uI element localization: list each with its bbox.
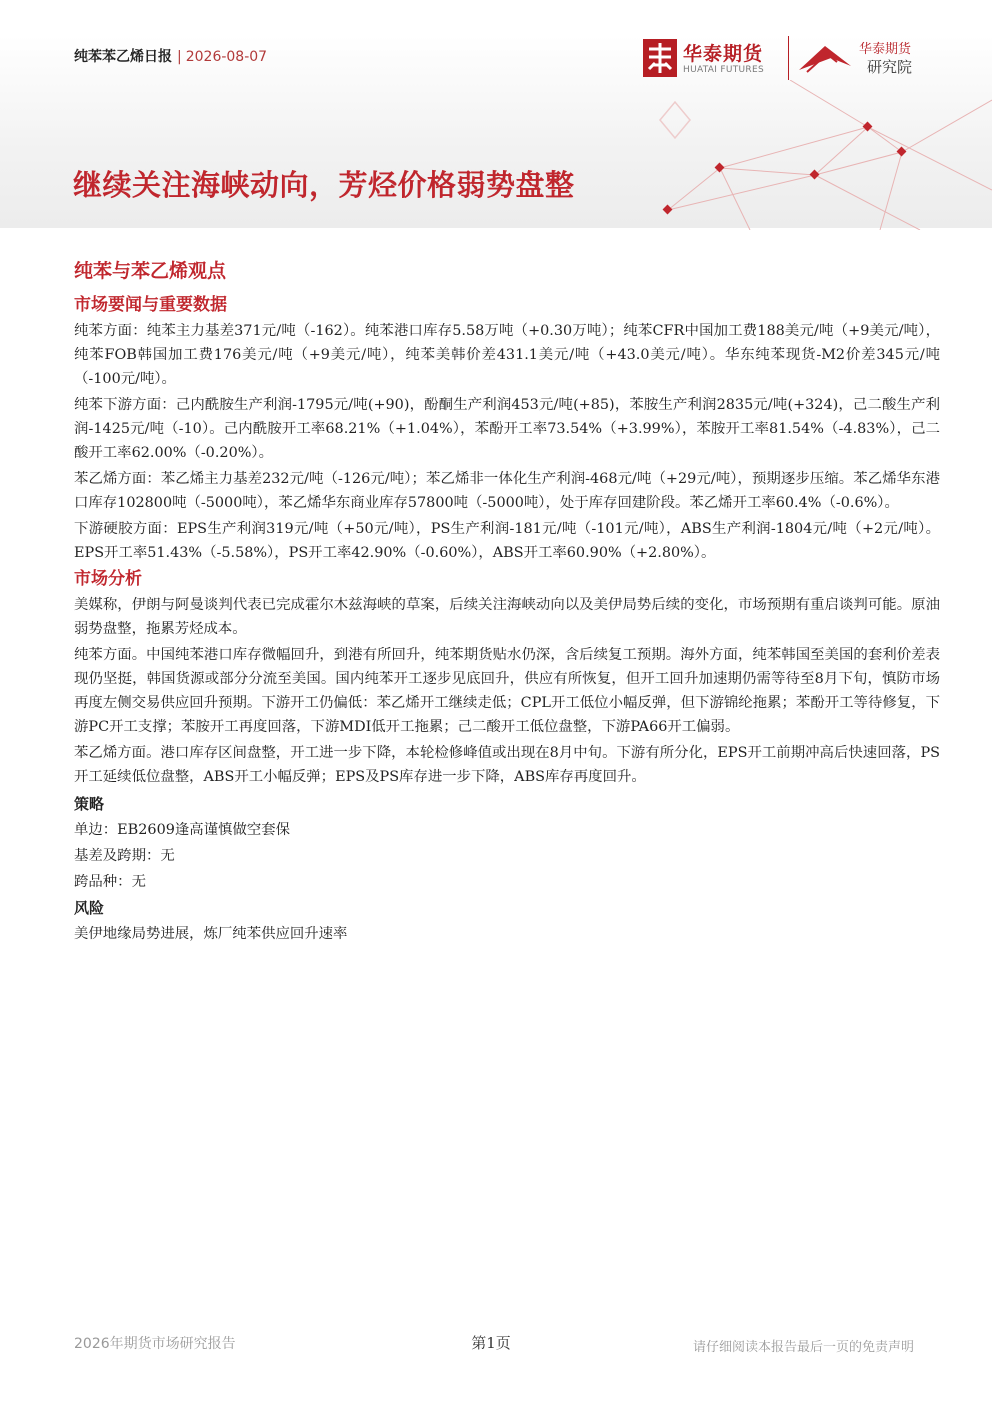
news-paragraph: 纯苯方面：纯苯主力基差371元/吨（-162）。纯苯港口库存5.58万吨（+0.30万吨）；纯苯CFR中国加工费188美元/吨（+9美元/吨），纯苯FOB韩国加工费176美元/吨（+9美元/吨），纯苯美韩价差431.1美元/吨（+43.0美元/吨）。华东纯苯现货-M2价差345元/吨（-100元/吨）。	[74, 323, 940, 387]
institute-bottom-text: 研究院	[867, 58, 913, 76]
institute-top-text: 华泰期货	[859, 42, 912, 57]
section-title: 纯苯与苯乙烯观点	[74, 260, 227, 282]
analysis-paragraph: 美媒称，伊朗与阿曼谈判代表已完成霍尔木兹海峡的草案，后续关注海峡动向以及美伊局势后续的变化，市场预期有重启谈判可能。原油弱势盘整，拖累芳烃成本。	[74, 597, 940, 637]
news-paragraph: 下游硬胶方面：EPS生产利润319元/吨（+50元/吨），PS生产利润-181元/吨（-101元/吨），ABS生产利润-1804元/吨（+2元/吨）。EPS开工率51.43%（-5.58%），PS开工率42.90%（-0.60%），ABS开工率60.90%（+2.80%）。	[74, 521, 940, 561]
analysis-paragraph: 苯乙烯方面。港口库存区间盘整，开工进一步下降，本轮检修峰值或出现在8月中旬。下游有所分化，EPS开工前期冲高后快速回落，PS开工延续低位盘整，ABS开工小幅反弹；EPS及PS库存进一步下降，ABS库存再度回升。	[74, 745, 940, 785]
risk-text: 美伊地缘局势进展，炼厂纯苯供应回升速率	[74, 926, 348, 942]
report-name: 纯苯苯乙烯日报	[74, 49, 172, 65]
news-paragraph: 苯乙烯方面：苯乙烯主力基差232元/吨（-126元/吨）；苯乙烯非一体化生产利润-468元/吨（+29元/吨），预期逐步压缩。苯乙烯华东港口库存102800吨（-5000吨），苯乙烯华东商业库存57800吨（-5000吨），处于库存回建阶段。苯乙烯开工率60.4%（-0.6%）。	[74, 471, 940, 511]
research-institute-logo	[797, 38, 927, 78]
huatai-logo-mark-icon	[643, 39, 677, 77]
footer-report-label: 2026年期货市场研究报告	[74, 1336, 236, 1352]
report-date: 2026-08-07	[185, 49, 268, 65]
network-graphic-decoration	[600, 80, 992, 230]
page-number: 第1页	[471, 1334, 511, 1352]
report-title	[74, 46, 267, 66]
analysis-paragraph: 纯苯方面。中国纯苯港口库存微幅回升，到港有所回升，纯苯期货贴水仍深，含后续复工预期。海外方面，纯苯韩国至美国的套利价差表现仍坚挺，韩国货源或部分分流至美国。国内纯苯开工逐步见底回升，供应有所恢复，但开工回升加速期仍需等待至8月下旬，慎防市场再度左侧交易供应回升预期。下游开工仍偏低：苯乙烯开工继续走低；CPL开工低位小幅反弹，但下游锦纶拖累；苯酚开工等待修复，下游PC开工支撑；苯胺开工再度回落，下游MDI低开工拖累；己二酸开工低位盘整，下游PA66开工偏弱。	[74, 647, 940, 735]
analysis-heading: 市场分析	[74, 569, 142, 589]
logo-cn-text: 华泰期货	[683, 43, 764, 65]
strategy-line: 基差及跨期：无	[74, 848, 175, 864]
research-institute-mark-icon	[797, 40, 853, 76]
strategy-heading: 策略	[74, 795, 105, 813]
risk-heading: 风险	[74, 899, 105, 917]
footer-disclaimer-note: 请仔细阅读本报告最后一页的免责声明	[692, 1340, 914, 1355]
report-body	[74, 258, 940, 947]
strategy-line: 跨品种：无	[74, 874, 146, 890]
title-separator: |	[177, 49, 182, 65]
logo-divider	[788, 36, 789, 80]
huatai-futures-logo	[643, 39, 783, 79]
news-paragraph: 纯苯下游方面：己内酰胺生产利润-1795元/吨(+90)，酚酮生产利润453元/吨(+85)，苯胺生产利润2835元/吨(+324)，己二酸生产利润-1425元/吨（-10）。己内酰胺开工率68.21%（+1.04%），苯酚开工率73.54%（+3.99%），苯胺开工率81.54%（-4.83%），己二酸开工率62.00%（-0.20%）。	[74, 397, 940, 461]
news-heading: 市场要闻与重要数据	[74, 295, 227, 315]
strategy-line: 单边：EB2609逢高谨慎做空套保	[74, 822, 291, 838]
main-headline: 继续关注海峡动向，芳烃价格弱势盘整	[73, 168, 575, 202]
logo-en-text: HUATAI FUTURES	[683, 65, 764, 75]
